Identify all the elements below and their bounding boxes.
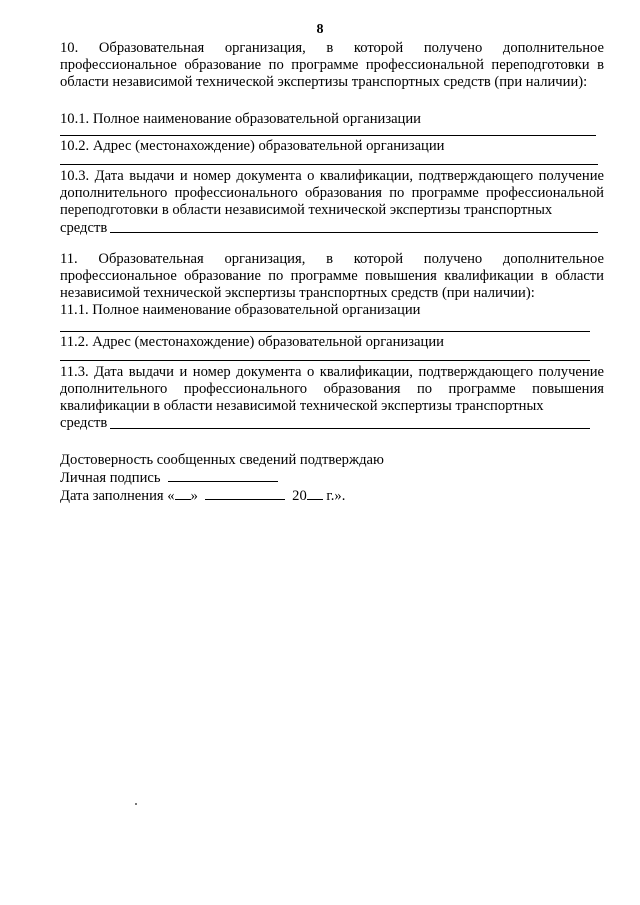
section-10-3-label: 10.3. Дата выдачи и номер документа о квалификации, подтверждающего получение дополнительного профессионального образования по программе профессиональной переподготовки в области независимой технической экспертизы транспортных xyxy=(60,168,604,219)
fill-date-year-suffix: г.». xyxy=(326,488,346,505)
page-number: 8 xyxy=(316,22,324,37)
section-10-3-last-word: средств xyxy=(60,219,108,236)
section-11-3-last-word: средств xyxy=(60,415,108,432)
confirmation-statement: Достоверность сообщенных сведений подтверждаю xyxy=(60,451,384,468)
section-11-3-answer-line[interactable] xyxy=(110,428,590,429)
fill-date-day-field[interactable] xyxy=(175,487,191,500)
section-11-1-answer-line[interactable] xyxy=(60,331,590,332)
fill-date-label: Дата заполнения « xyxy=(60,488,175,505)
fill-date-line xyxy=(60,487,604,505)
signature-label: Личная подпись xyxy=(60,469,161,486)
fill-date-month-field[interactable] xyxy=(205,487,285,500)
fill-date-year-field[interactable] xyxy=(307,487,323,500)
section-11-2-label: 11.2. Адрес (местонахождение) образовательной организации xyxy=(60,333,444,350)
section-11-2-answer-line[interactable] xyxy=(60,360,590,361)
section-10-intro: 10. Образовательная организация, в которой получено дополнительное профессиональное образование по программе профессиональной переподготовки в области независимой технической экспертизы транспортных средств (при наличии): xyxy=(60,40,604,91)
section-11-intro: 11. Образовательная организация, в которой получено дополнительное профессиональное образование по программе повышения квалификации в области независимой технической экспертизы транспортных средств (при наличии): xyxy=(60,250,604,302)
section-11-1-label: 11.1. Полное наименование образовательной организации xyxy=(60,302,421,319)
document-body xyxy=(60,40,604,505)
section-11-3-label: 11.3. Дата выдачи и номер документа о квалификации, подтверждающего получение дополнительного профессионального образования по программе повышения квалификации в области независимой технической экспертизы транспортных xyxy=(60,363,604,415)
fill-date-day-close: » xyxy=(190,488,198,505)
scan-speck xyxy=(135,803,137,805)
section-10-2-answer-line[interactable] xyxy=(60,164,598,165)
section-10-2-label: 10.2. Адрес (местонахождение) образовательной организации xyxy=(60,137,445,154)
section-10-3-last-line xyxy=(60,220,598,237)
section-10-1-answer-line[interactable] xyxy=(60,135,596,136)
section-10-3-answer-line[interactable] xyxy=(110,232,598,233)
signature-line xyxy=(60,469,604,487)
section-11-3-last-line xyxy=(60,415,590,432)
section-10-1-label: 10.1. Полное наименование образовательной организации xyxy=(60,110,421,127)
signature-field[interactable] xyxy=(168,469,278,482)
fill-date-year-prefix: 20 xyxy=(292,488,307,505)
